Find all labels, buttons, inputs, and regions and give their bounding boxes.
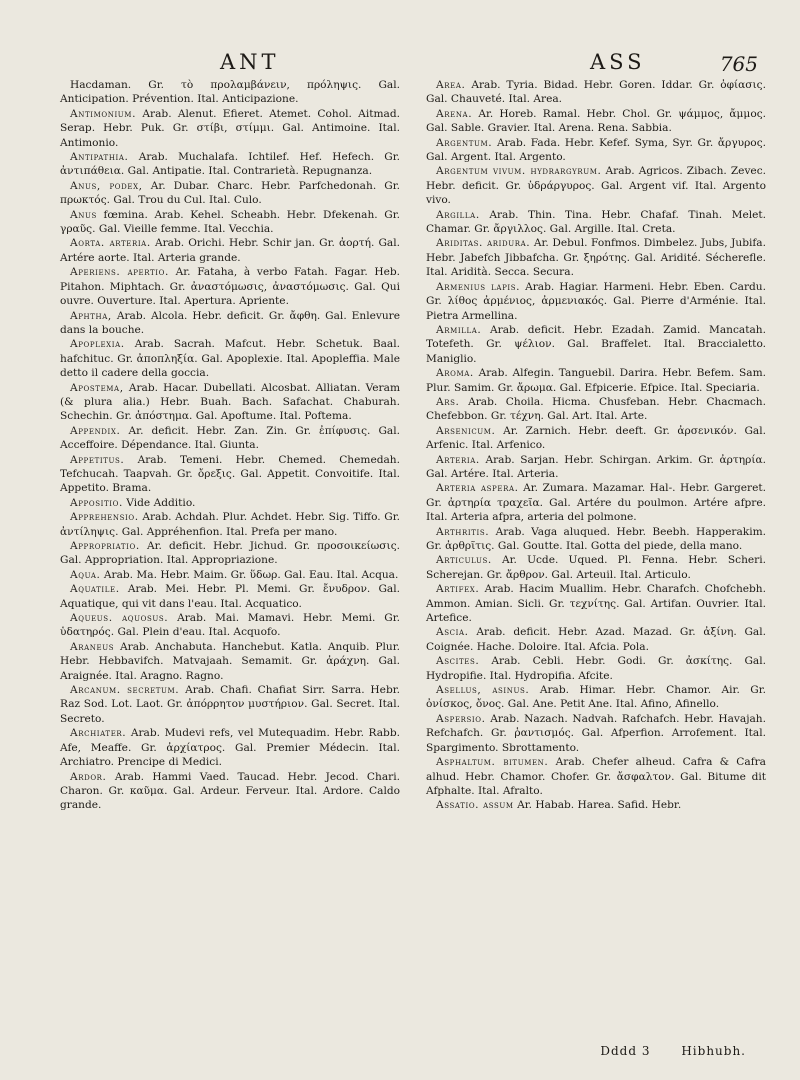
dictionary-entry [60, 424, 400, 453]
dictionary-entry [60, 107, 400, 150]
page-footer [574, 1044, 746, 1058]
right-column [426, 78, 766, 813]
entry-text: Arab. Sarjan. Hebr. Schirgan. Arkim. Gr. ἀρτηρία. Gal. Artére. Ital. Arteria. [426, 453, 767, 480]
entry-headword: Ascites. [436, 655, 480, 668]
entry-headword: Antimonium. [70, 107, 137, 120]
entry-headword: Aspersio. [436, 712, 486, 725]
entry-text: Arab. Achdah. Plur. Achdet. Hebr. Sig. Tiffo. Gr. ἀντίληψις. Gal. Appréhenfion. Ital. Prefa per mano. [60, 511, 400, 538]
entry-text: Ar. Debul. Fonfmos. Dimbelez. Jubs, Jubifa. Hebr. Jabefch Jibbafcha. Gr. ξηρότης. Gal. Aridité. Sécherefle. Ital. Aridità. Secca. Secura. [426, 237, 766, 279]
dictionary-entry [426, 625, 766, 654]
entry-text: Ar. Fataha, à verbo Fatah. Fagar. Heb. Pitahon. Miphtach. Gr. ἀναστόμωσις, ἀναστόμωσις. Gal. Qui ouvre. Ouverture. Ital. Apertura. Apriente. [60, 266, 400, 308]
entry-text: Arab. Alenut. Efieret. Atemet. Cohol. Aitmad. Serap. Hebr. Puk. Gr. στίβι, στίμμι. Gal. Antimoine. Ital. Antimonio. [60, 107, 400, 149]
entry-text: Arab. Sacrah. Mafcut. Hebr. Schetuk. Baal. hafchituc. Gr. ἀποπληξία. Gal. Apoplexie. Ital. Apopleffia. Male detto il cadere della goccia. [60, 338, 401, 380]
entry-text: Ar. Ucde. Uqued. Pl. Fenna. Hebr. Scheri. Scherejan. Gr. ἄρθρον. Gal. Arteuil. Ital. Articulo. [426, 554, 767, 581]
entry-headword: Arteria. [436, 453, 480, 466]
entry-headword: Appropriatio. [70, 540, 140, 552]
entry-text: Arab. Nazach. Nadvah. Rafchafch. Hebr. Havajah. Refchafch. Gr. ῥαντισμός. Gal. Afperfion. Arrofement. Ital. Spargimento. Sbrottamento. [426, 712, 766, 754]
dictionary-entry [426, 582, 766, 625]
entry-text: Arab. Mai. Mamavi. Hebr. Memi. Gr. ὑδατηρός. Gal. Plein d'eau. Ital. Acquofo. [60, 612, 400, 639]
entry-headword: Antipathia. [70, 151, 129, 164]
dictionary-entry [426, 755, 766, 798]
entry-headword: Armenius lapis. [436, 280, 521, 293]
entry-headword: Ardor. [70, 770, 107, 783]
entry-text: Arab. Hammi Vaed. Taucad. Hebr. Jecod. Chari. Charon. Gr. καῦμα. Gal. Ardeur. Ferveur. Ital. Ardore. Caldo grande. [60, 770, 400, 812]
dictionary-entry [60, 726, 400, 769]
dictionary-entry [426, 280, 766, 323]
entry-headword: Aqueus. aquosus. [70, 612, 169, 625]
entry-headword: Assatio. assum [436, 799, 514, 812]
dictionary-entry [426, 553, 766, 582]
entry-text: Arab. Ma. Hebr. Maim. Gr. ὕδωρ. Gal. Eau. Ital. Acqua. [103, 568, 399, 581]
entry-headword: Artifex. [436, 583, 480, 596]
dictionary-entry [60, 208, 400, 237]
entry-text: Arab. deficit. Hebr. Ezadah. Zamid. Mancatah. Totefeth. Gr. ψέλιον. Gal. Braffelet. Ital. Braccialetto. Maniglio. [426, 323, 766, 365]
dictionary-entry [60, 150, 400, 179]
entry-text: Hacdaman. Gr. τὸ προλαμβάνειν, πρόληψις. Gal. Anticipation. Prévention. Ital. Anticipazione. [60, 79, 400, 106]
dictionary-entry [60, 496, 400, 510]
entry-headword: Armilla. [436, 323, 482, 336]
entry-text: Arab. Alcola. Hebr. deficit. Gr. ἄφθη. Gal. Enlevure dans la bouche. [60, 309, 400, 336]
entry-text: Arab. Orichi. Hebr. Schir jan. Gr. ἀορτή. Gal. Artére aorte. Ital. Arteria grande. [60, 237, 400, 264]
entry-text: Arab. Hacar. Dubellati. Alcosbat. Alliatan. Veram (& plura alia.) Hebr. Buah. Bach. Safachat. Chaburah. Schechin. Gr. ἀπόστημα. Gal. Apoftume. Ital. Poftema. [60, 381, 400, 423]
entry-text: Arab. Thin. Tina. Hebr. Chafaf. Tinah. Melet. Chamar. Gr. ἄργιλλος. Gal. Argille. Ital. Creta. [426, 208, 766, 236]
entry-text: Arab. deficit. Hebr. Azad. Mazad. Gr. ἀξίνη. Gal. Coignée. Hache. Doloire. Ital. Afcia. Pola. [426, 626, 767, 653]
entry-text: Arab. Choila. Hicma. Chusfeban. Hebr. Chacmach. Chefebbon. Gr. τέχνη. Gal. Art. Ital. Arte. [426, 395, 766, 423]
entry-text: Arab. Agricos. Zibach. Zevec. Hebr. deficit. Gr. ὑδράργυρος. Gal. Argent vif. Ital. Argento vivo. [426, 165, 766, 207]
entry-text: Ar. Zumara. Mazamar. Hal-. Hebr. Gargeret. Gr. ἀρτηρία τραχεῖα. Gal. Artére du poulmon. Artére afpre. Ital. Arteria afpra, arteria del polmone. [426, 482, 766, 524]
dictionary-entry [60, 453, 400, 496]
entry-headword: Aquatile. [70, 583, 120, 596]
entry-headword: Apprehensio. [70, 511, 139, 524]
entry-text: Arab. Vaga aluqued. Hebr. Beebh. Happerakim. Gr. ἀρθρῖτις. Gal. Goutte. Ital. Gotta del piede, della mano. [426, 525, 766, 552]
dictionary-entry [60, 78, 400, 107]
entry-headword: Aperiens. apertio. [70, 266, 169, 279]
entry-text: Ar. Habab. Harea. Safid. Hebr. [517, 799, 682, 812]
dictionary-entry [426, 236, 766, 279]
entry-text: Ar. Zarnich. Hebr. deeft. Gr. ἀρσενικόν. Gal. Arfenic. Ital. Arfenico. [426, 424, 766, 452]
entry-headword: Arthritis. [436, 525, 490, 538]
entry-headword: Arsenicum. [436, 424, 496, 437]
entry-text: Arab. Anchabuta. Hanchebut. Katla. Anquib. Plur. Hebr. Hebbavifch. Matvajaah. Semamit. Gr. ἀράχνη. Gal. Araignée. Ital. Aragno. Ragno. [60, 640, 400, 682]
entry-headword: Anus, podex, [70, 179, 143, 192]
entry-text: Arab. Mudevi refs, vel Mutequadim. Hebr. Rabb. Afe, Meaffe. Gr. ἀρχίατρος. Gal. Premier Médecin. Ital. Archiatro. Prencipe di Medici. [60, 727, 400, 769]
entry-headword: Arena. [436, 107, 473, 120]
entry-text: fœmina. Arab. Kehel. Scheabh. Hebr. Dfekenah. Gr. γραῦς. Gal. Vieille femme. Ital. Vecchia. [60, 208, 400, 236]
dictionary-entry [426, 424, 766, 453]
dictionary-entry [426, 366, 766, 395]
dictionary-entry [426, 78, 766, 107]
entry-headword: Ars. [436, 395, 460, 408]
entry-text: Arab. Chefer alheud. Cafra & Cafra alhud. Hebr. Chamor. Chofer. Gr. ἄσφαλτον. Gal. Bitume dit Afphalte. Ital. Afralto. [426, 756, 766, 797]
signature-mark: Dddd 3 [600, 1044, 651, 1058]
entry-text: Arab. Chafi. Chafiat Sirr. Sarra. Hebr. Raz Sod. Lot. Laot. Gr. ἀπόρρητον μυστήριον. Gal. Secret. Ital. Secreto. [60, 684, 400, 725]
dictionary-entry [426, 798, 766, 812]
entry-text: Arab. Temeni. Hebr. Chemed. Chemedah. Tefchucah. Taapvah. Gr. ὄρεξις. Gal. Appetit. Convoitife. Ital. Appetito. Brama. [60, 453, 401, 495]
dictionary-entry [426, 107, 766, 136]
entry-headword: Argentum. [436, 136, 493, 149]
dictionary-entry [60, 381, 400, 424]
entry-headword: Aqua. [70, 568, 101, 581]
entry-text: Arab. Muchalafa. Ichtilef. Hef. Hefech. Gr. ἀντιπάθεια. Gal. Antipatie. Ital. Contrarietà. Repugnanza. [60, 151, 400, 178]
entry-text: Ar. Dubar. Charc. Hebr. Parfchedonah. Gr. πρωκτός. Gal. Trou du Cul. Ital. Culo. [60, 179, 400, 207]
entry-headword: Argilla. [436, 208, 480, 221]
dictionary-entry [426, 208, 766, 237]
dictionary-entry [60, 265, 400, 308]
entry-headword: Aroma. [436, 367, 474, 380]
running-header [60, 36, 766, 76]
entry-headword: Aorta. arteria. [70, 237, 151, 250]
dictionary-entry [426, 525, 766, 554]
entry-text: Arab. Cebli. Hebr. Godi. Gr. ἀσκίτης. Gal. Hydropifie. Ital. Hydropifia. Afcite. [426, 655, 766, 682]
entry-text: Vide Additio. [126, 496, 196, 509]
entry-headword: Asphaltum. bitumen. [436, 756, 549, 769]
dictionary-entry [426, 712, 766, 755]
entry-text: Arab. Alfegin. Tanguebil. Darira. Hebr. Befem. Sam. Plur. Samim. Gr. ἄρωμα. Gal. Efpicerie. Efpice. Ital. Speciaria. [426, 367, 766, 394]
entry-text: Arab. Hagiar. Harmeni. Hebr. Eben. Cardu. Gr. λίθος ἀρμένιος, ἀρμενιακός. Gal. Pierre d'Arménie. Ital. Pietra Armellina. [426, 280, 766, 322]
entry-headword: Arteria aspera. [436, 482, 519, 495]
entry-headword: Apostema, [70, 381, 124, 394]
dictionary-entry [60, 770, 400, 813]
header-right-guide-word: ASS [590, 50, 646, 74]
entry-headword: Arcanum. secretum. [70, 684, 180, 697]
dictionary-entry [426, 395, 766, 424]
entry-headword: Appetitus. [70, 453, 125, 466]
entry-headword: Araneus [70, 640, 115, 653]
entry-text: Arab. Mei. Hebr. Pl. Memi. Gr. ἔνυδρον. Gal. Aquatique, qui vit dans l'eau. Ital. Acquatico. [60, 583, 400, 610]
entry-headword: Articulus. [436, 554, 492, 567]
entry-headword: Anus [70, 208, 97, 221]
left-column [60, 78, 400, 813]
dictionary-entry [426, 323, 766, 366]
page-number: 765 [719, 52, 758, 76]
entry-headword: Appendix. [70, 424, 121, 437]
dictionary-entry [60, 611, 400, 640]
entry-text: Ar. deficit. Hebr. Zan. Zin. Gr. ἐπίφυσις. Gal. Acceffoire. Dépendance. Ital. Giunta. [60, 424, 400, 452]
two-column-body [60, 78, 766, 813]
entry-headword: Area. [436, 79, 466, 91]
entry-headword: Archiater. [70, 727, 127, 740]
dictionary-entry [426, 481, 766, 524]
dictionary-entry [60, 510, 400, 539]
entry-headword: Asellus, asinus. [436, 684, 530, 697]
entry-text: Arab. Hacim Muallim. Hebr. Charafch. Chofchebh. Ammon. Amian. Sicli. Gr. τεχνίτης. Gal. Artifan. Ouvrier. Ital. Artefice. [426, 583, 767, 625]
dictionary-entry [60, 683, 400, 726]
dictionary-entry [60, 582, 400, 611]
entry-text: Arab. Fada. Hebr. Kefef. Syma, Syr. Gr. ἄργυρος. Gal. Argent. Ital. Argento. [426, 136, 766, 164]
entry-headword: Argentum vivum. hydrargyrum. [436, 165, 602, 178]
dictionary-entry [60, 309, 400, 338]
entry-text: Arab. Himar. Hebr. Chamor. Air. Gr. ὀνίσκος, ὄνος. Gal. Ane. Petit Ane. Ital. Afino, Afinello. [426, 684, 766, 711]
entry-text: Ar. deficit. Hebr. Jichud. Gr. προσοικείωσις. Gal. Appropriation. Ital. Appropriazione. [60, 540, 400, 567]
dictionary-entry [426, 654, 766, 683]
dictionary-entry [426, 683, 766, 712]
entry-headword: Ascia. [436, 626, 469, 639]
dictionary-entry [60, 337, 400, 380]
entry-text: Ar. Horeb. Ramal. Hebr. Chol. Gr. ψάμμος, ἄμμος. Gal. Sable. Gravier. Ital. Arena. Rena. Sabbia. [426, 107, 766, 135]
entry-headword: Appositio. [70, 496, 123, 509]
entry-text: Arab. Tyria. Bidad. Hebr. Goren. Iddar. Gr. ὀφίασις. Gal. Chauveté. Ital. Area. [426, 79, 766, 106]
dictionary-entry [60, 179, 400, 208]
entry-headword: Ariditas. aridura. [436, 237, 531, 250]
dictionary-entry [60, 640, 400, 683]
dictionary-entry [60, 568, 400, 582]
dictionary-entry [60, 236, 400, 265]
dictionary-entry [426, 164, 766, 207]
entry-headword: Aphtha, [70, 309, 112, 322]
dictionary-entry [426, 136, 766, 165]
dictionary-entry [426, 453, 766, 482]
header-left-guide-word: ANT [220, 50, 280, 74]
catchword: Hibhubh. [681, 1044, 746, 1058]
dictionary-entry [60, 539, 400, 568]
entry-headword: Apoplexia. [70, 338, 125, 351]
